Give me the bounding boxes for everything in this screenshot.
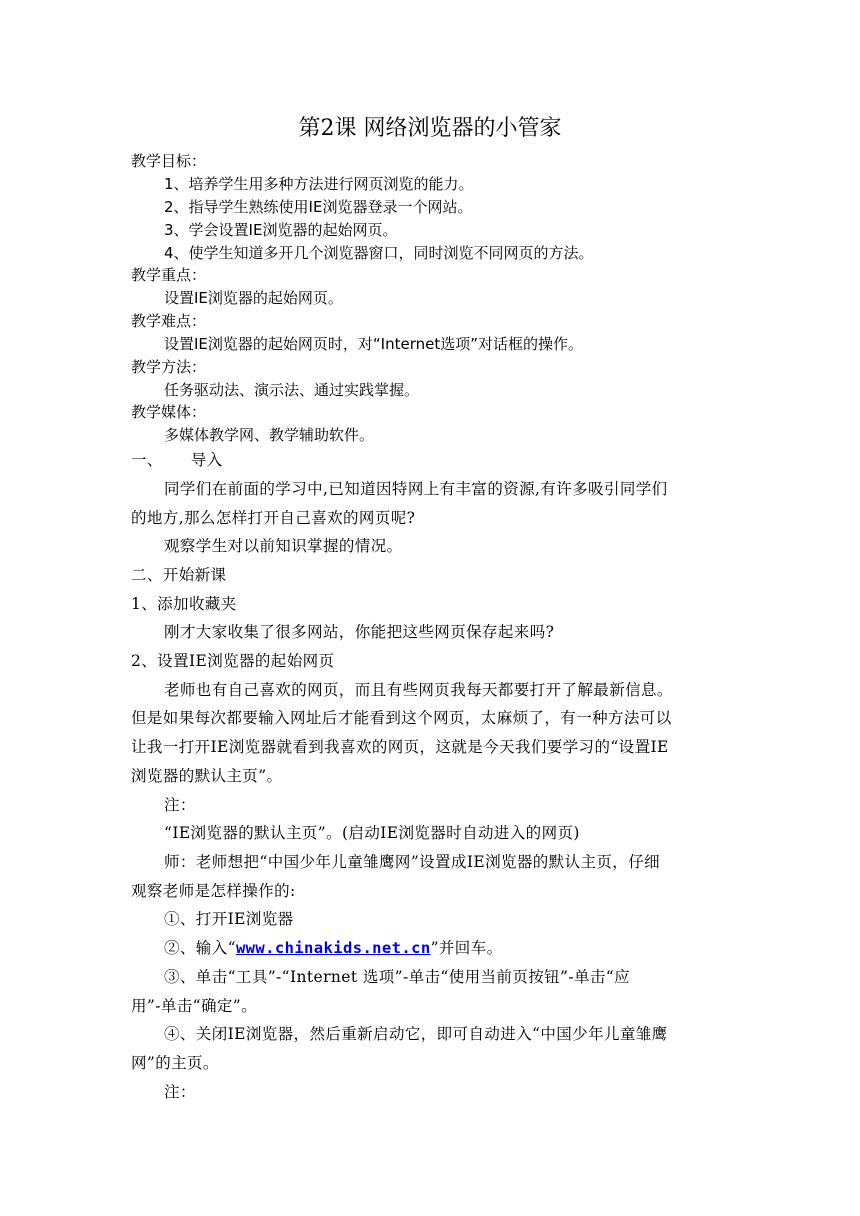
difficulty-text: 设置IE浏览器的起始网页时，对“Internet选项”对话框的操作。: [164, 335, 584, 353]
goal-item: 1、培养学生用多种方法进行网页浏览的能力。: [164, 175, 474, 193]
teacher-paragraph-line: 浏览器的默认主页”。: [131, 767, 283, 785]
intro-paragraph-line: 同学们在前面的学习中,已知道因特网上有丰富的资源,有许多吸引同学们: [164, 480, 668, 498]
intro-number: 一、: [131, 451, 163, 469]
sub1-text: 刚才大家收集了很多网站，你能把这些网页保存起来吗?: [164, 623, 555, 641]
method-text: 任务驱动法、演示法、通过实践掌握。: [164, 381, 420, 399]
note-label: 注：: [164, 796, 196, 814]
sub2-heading: 2、设置IE浏览器的起始网页: [131, 652, 335, 670]
intro-paragraph-line: 的地方,那么怎样打开自己喜欢的网页呢?: [131, 509, 416, 527]
method-heading: 教学方法：: [131, 358, 207, 376]
goal-item: 4、使学生知道多开几个浏览器窗口，同时浏览不同网页的方法。: [164, 244, 594, 262]
new-lesson-heading: 二、开始新课: [131, 566, 227, 584]
goal-item: 2、指导学生熟练使用IE浏览器登录一个网站。: [164, 198, 473, 216]
difficulty-heading: 教学难点：: [131, 312, 207, 330]
teacher-paragraph-line: 老师也有自己喜欢的网页，而且有些网页我每天都要打开了解最新信息。: [164, 681, 673, 699]
intro-section-heading: [131, 449, 731, 471]
step-4-line: 网”的主页。: [131, 1054, 219, 1072]
chinakids-link[interactable]: www.chinakids.net.cn: [235, 939, 431, 957]
key-text: 设置IE浏览器的起始网页。: [164, 289, 343, 307]
teacher-says-line: 师：老师想把“中国少年儿童雏鹰网”设置成IE浏览器的默认主页，仔细: [164, 853, 660, 871]
teacher-paragraph-line: 让我一打开IE浏览器就看到我喜欢的网页，这就是今天我们要学习的“设置IE: [131, 738, 669, 756]
teacher-says-line: 观察老师是怎样操作的:: [131, 882, 296, 900]
media-heading: 教学媒体：: [131, 403, 207, 421]
intro-heading: 导入: [190, 451, 223, 469]
media-text: 多媒体教学网、教学辅助软件。: [164, 426, 375, 444]
goals-heading: 教学目标：: [131, 152, 207, 170]
lesson-title: 第2课 网络浏览器的小管家: [298, 116, 562, 141]
note-text: “IE浏览器的默认主页”。(启动IE浏览器时自动进入的网页): [164, 824, 580, 842]
step-4-line: ④、关闭IE浏览器，然后重新启动它，即可自动进入“中国少年儿童雏鹰: [164, 1025, 668, 1043]
step-1: ①、打开IE浏览器: [164, 910, 294, 928]
key-heading: 教学重点：: [131, 266, 207, 284]
note-label: 注：: [164, 1083, 196, 1101]
step-2: [164, 937, 734, 959]
step-2-suffix: ”并回车。: [430, 939, 503, 957]
sub1-heading: 1、添加收藏夹: [131, 595, 237, 613]
intro-observe: 观察学生对以前知识掌握的情况。: [164, 537, 403, 555]
step-3-line: 用”-单击“确定”。: [131, 997, 258, 1015]
goal-item: 3、学会设置IE浏览器的起始网页。: [164, 221, 398, 239]
step-3-line: ③、单击“工具”-“Internet 选项”-单击“使用当前页按钮”-单击“应: [164, 968, 631, 986]
step-2-prefix: ②、输入“: [164, 939, 236, 957]
teacher-paragraph-line: 但是如果每次都要输入网址后才能看到这个网页，太麻烦了，有一种方法可以: [131, 709, 672, 727]
